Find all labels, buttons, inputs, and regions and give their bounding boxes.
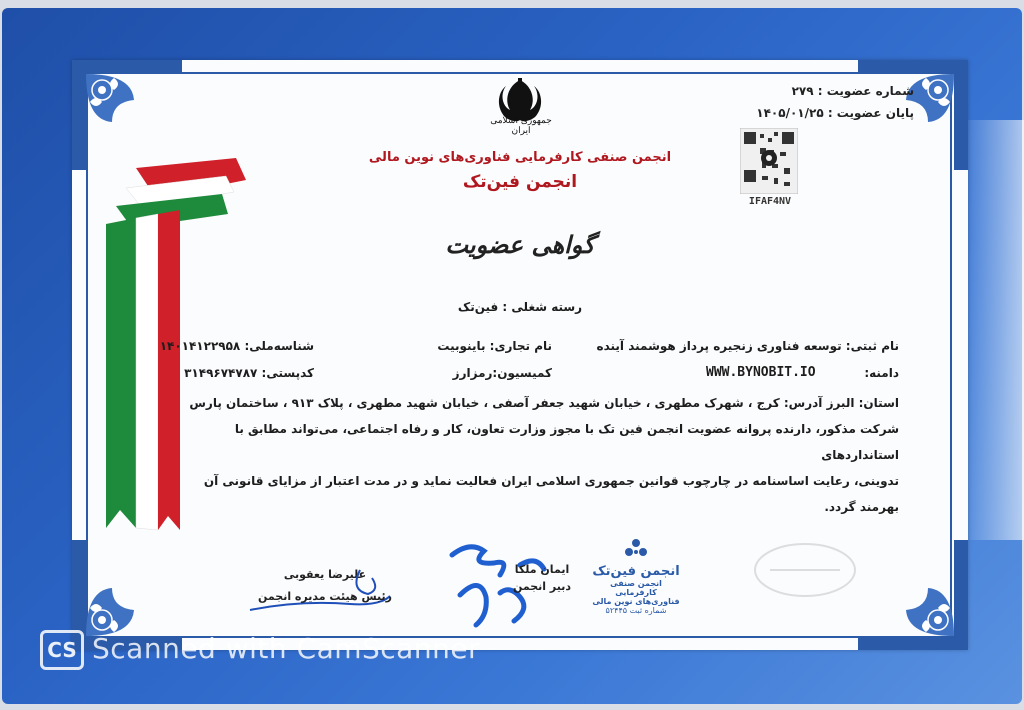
emblem-caption: جمهوری اسلامی ایران (490, 116, 552, 136)
logo-sub-2: فناوری‌های نوین مالی (592, 597, 680, 606)
secretary-title: دبیر انجمن (512, 580, 572, 593)
logo-name: انجمن فین‌تک (592, 564, 680, 579)
certificate-title: گواهی عضویت (445, 230, 595, 259)
chair-name: علیرضا یعقوبی (283, 568, 367, 581)
business-field: رسته شغلی : فین‌تک (457, 300, 583, 314)
glare (960, 120, 1024, 540)
chair-title: رئیس هیئت مدیره انجمن (258, 590, 392, 603)
body-line-2: تدوینی، رعایت اساسنامه در چارچوب قوانین جمهوری اسلامی ایران فعالیت نماید و در مدت اعتبار از مزایای قانونی آن بهرمند گردد. (203, 474, 899, 514)
logo-registration: شماره ثبت ۵۲۴۴۵ (605, 606, 667, 615)
organization-line-2: انجمن فین‌تک (462, 172, 578, 192)
fintech-logo-icon (623, 538, 649, 560)
registered-name: نام ثبتی: توسعه فناوری زنجیره پرداز هوشمند آینده (596, 339, 899, 353)
association-logo (590, 538, 682, 624)
ornament-corner-icon (858, 540, 968, 650)
membership-info (756, 80, 914, 124)
ornament-corner-icon (72, 60, 182, 170)
logo-sub-1: انجمن صنفی کارفرمایی (610, 579, 662, 597)
faint-stamp-icon (750, 540, 860, 600)
membership-expiry: پایان عضویت : ۱۴۰۵/۰۱/۲۵ (756, 106, 914, 120)
postal-code: کدپستی: ۳۱۴۹۶۷۴۷۸۷ (184, 366, 314, 380)
camscanner-logo-icon: CS (40, 630, 84, 670)
address-line: استان: البرز آدرس: کرج ، شهرک مطهری ، خیابان شهید جعفر آصفی ، خیابان شهید مطهری ، پلاک ۹۱۳ ، ساختمان پارس (189, 396, 899, 410)
watermark-text: Scanned with CamScanner (92, 632, 481, 665)
domain-value: WWW.BYNOBIT.IO (706, 365, 816, 380)
body-line-1: شرکت مذکور، دارنده پروانه عضویت انجمن فین تک با مجوز وزارت تعاون، کار و رفاه اجتماعی، می‌تواند مطابق با استانداردهای (234, 422, 899, 462)
qr-code-text: IFAF4NV (748, 196, 792, 207)
qr-code-icon (740, 128, 798, 194)
trade-name: نام تجاری: باینوبیت (437, 339, 552, 353)
organization-line-1: انجمن صنفی کارفرمایی فناوری‌های نوین مالی (368, 150, 672, 165)
body-paragraph (179, 416, 899, 520)
secretary-name: ایمان ملکا (514, 563, 570, 576)
domain-label: دامنه: (864, 366, 899, 380)
membership-number: شماره عضویت : ۲۷۹ (791, 84, 914, 98)
commission: کمیسیون:رمزارز (452, 366, 552, 380)
national-id: شناسه‌ملی: ۱۴۰۱۴۱۲۲۹۵۸ (159, 339, 314, 353)
